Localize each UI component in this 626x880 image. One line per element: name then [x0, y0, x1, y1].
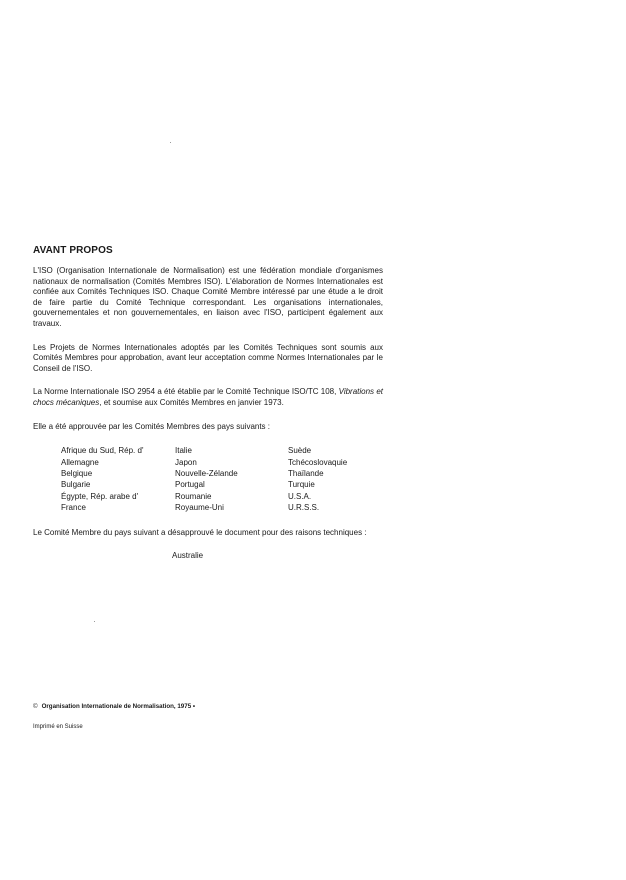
country: Turquie	[288, 480, 315, 490]
copyright-text: Organisation Internationale de Normalisation, 1975 •	[41, 703, 196, 710]
country: Nouvelle-Zélande	[175, 468, 238, 478]
disapproving-country: Australie	[172, 551, 204, 561]
country: Roumanie	[175, 491, 212, 501]
committee-title: Vibrations et chocs mécaniques	[33, 387, 383, 407]
printed-in-note: Imprimé en Suisse	[33, 724, 83, 730]
country: Afrique du Sud, Rép. d'	[61, 446, 144, 456]
copyright-icon: ©	[33, 703, 38, 710]
country: Thaïlande	[288, 468, 324, 478]
foreword-section	[33, 245, 383, 560]
country: Bulgarie	[61, 480, 91, 490]
origin-text-end: , et soumise aux Comités Membres en janvier 1973.	[99, 397, 284, 407]
country: Allemagne	[61, 457, 99, 467]
paragraph-standard-origin	[33, 387, 383, 408]
country: Belgique	[61, 468, 93, 478]
scan-speck	[170, 142, 171, 143]
paragraph-iso-intro: L'ISO (Organisation Internationale de Normalisation) est une fédération mondiale d'organismes nationaux de normalisation (Comités Membres ISO). L'élaboration de Normes Internationales est confiée aux Comités Techniques ISO. Chaque Comité Membre intéressé par une étude a le droit de faire partie du Comité Technique correspondant. Les organisations internationales, gouvernementales et non gouvernementales, en liaison avec l'ISO, participent également aux travaux.	[33, 266, 383, 328]
section-title: AVANT PROPOS	[33, 245, 113, 256]
country: U.S.A.	[288, 491, 312, 501]
approving-countries-list	[61, 445, 383, 513]
country: U.R.S.S.	[288, 503, 320, 513]
country: Tchécoslovaquie	[288, 457, 348, 467]
country: Italie	[175, 446, 192, 456]
country: Portugal	[175, 480, 205, 490]
country: France	[61, 503, 86, 513]
origin-text-start: La Norme Internationale ISO 2954 a été établie par le Comité Technique ISO/TC 108,	[33, 387, 339, 397]
country: Japon	[175, 457, 197, 467]
country: Égypte, Rép. arabe d'	[61, 491, 139, 501]
scan-speck	[94, 621, 95, 622]
paragraph-approvers-intro: Elle a été approuvée par les Comités Membres des pays suivants :	[33, 421, 271, 431]
footer	[33, 703, 195, 730]
paragraph-disapproval: Le Comité Membre du pays suivant a désapprouvé le document pour des raisons techniques :	[33, 527, 367, 537]
country: Royaume-Uni	[175, 503, 224, 513]
paragraph-approval-process: Les Projets de Normes Internationales adoptés par les Comités Techniques sont soumis aux Comités Membres pour approbation, avant leur acceptation comme Normes Internationales par le Conseil de l'ISO.	[33, 342, 383, 373]
copyright-line	[33, 703, 195, 710]
country: Suède	[288, 446, 312, 456]
